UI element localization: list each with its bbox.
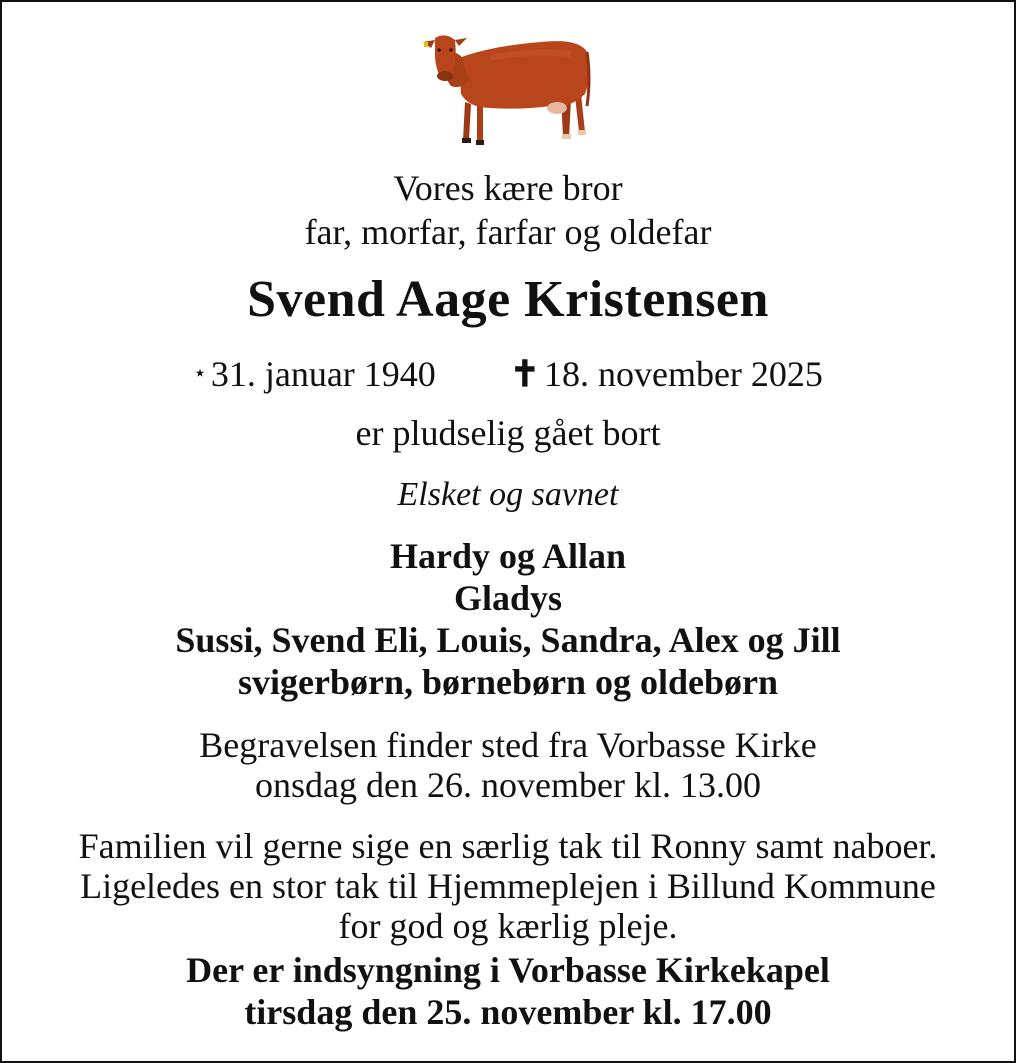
loved-text: Elsket og savnet — [397, 476, 619, 513]
cross-icon: ✝ — [509, 354, 540, 394]
singing-line-1: Der er indsyngning i Vorbasse Kirkekapel — [186, 950, 830, 990]
mourner-line: Hardy og Allan — [389, 536, 627, 576]
cow-icon — [421, 28, 591, 148]
singing-line-2: tirsdag den 25. november kl. 17.00 — [244, 992, 772, 1032]
thanks-line: for god og kærlig pleje. — [338, 906, 678, 946]
mourner-line: Gladys — [453, 578, 563, 618]
thanks-line: Familien vil gerne sige en særlig tak til Ronny samt naboer. — [78, 826, 938, 866]
star-icon: ⋆ — [193, 360, 207, 385]
passing-text: er pludselig gået bort — [355, 413, 661, 453]
life-dates — [2, 354, 1014, 393]
birth-date: 31. januar 1940 — [210, 354, 436, 394]
intro-line-1: Vores kære bror — [393, 168, 623, 208]
death-date: 18. november 2025 — [543, 354, 823, 394]
deceased-name: Svend Aage Kristensen — [247, 271, 769, 328]
intro-line-2: far, morfar, farfar og oldefar — [304, 212, 712, 252]
funeral-line-1: Begravelsen finder sted fra Vorbasse Kirke — [199, 725, 817, 765]
thanks-line: Ligeledes en stor tak til Hjemmeplejen i Billund Kommune — [80, 866, 936, 906]
mourner-line: Sussi, Svend Eli, Louis, Sandra, Alex og Jill — [175, 620, 841, 660]
funeral-line-2: onsdag den 26. november kl. 13.00 — [255, 765, 761, 805]
mourner-line: svigerbørn, børnebørn og oldebørn — [237, 662, 779, 702]
